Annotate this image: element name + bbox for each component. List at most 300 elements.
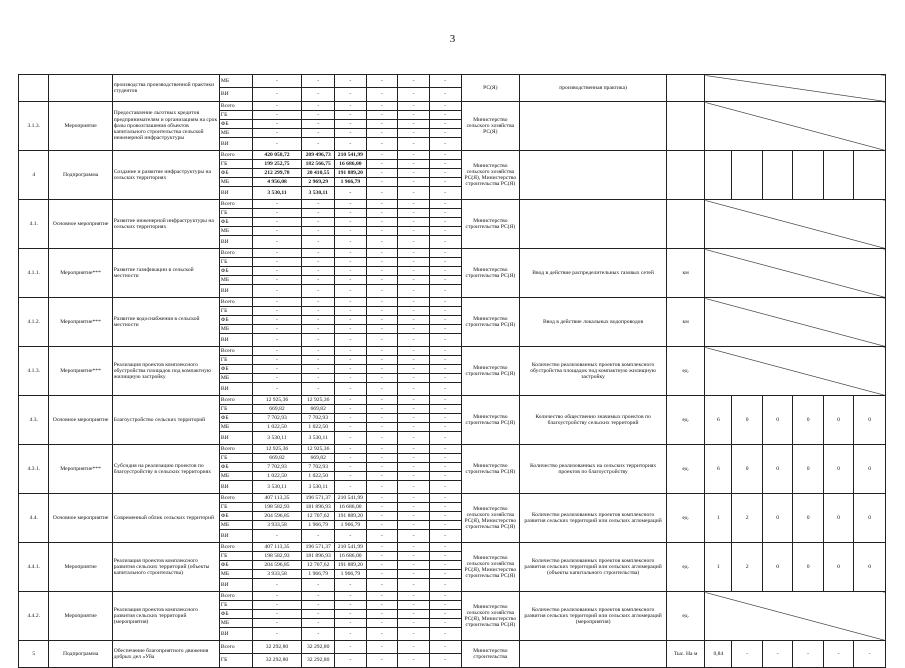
item-number: 4 <box>19 151 49 200</box>
funding-source: ВИ <box>219 236 252 249</box>
funding-value: - <box>429 200 461 209</box>
item-type: Мероприятие <box>49 592 112 641</box>
funding-value: - <box>366 543 398 552</box>
item-name: Благоустройство сельских территорий <box>112 396 219 445</box>
funding-value: - <box>302 120 335 129</box>
funding-value: 669,82 <box>252 454 302 463</box>
funding-value: - <box>429 209 461 218</box>
item-number <box>19 75 49 102</box>
funding-source: ГБ <box>219 356 252 365</box>
funding-value: - <box>366 641 398 654</box>
funding-source: ФБ <box>219 267 252 276</box>
indicator-value: 0 <box>762 543 792 592</box>
funding-value: - <box>366 432 398 445</box>
funding-value: 1 966,79 <box>335 570 367 579</box>
funding-value: - <box>366 472 398 481</box>
executor: Министерство сельского хозяйства РС(Я), Министерство строительства РС(Я) <box>461 592 520 641</box>
executor: Министерство сельского хозяйства РС(Я) <box>461 102 520 151</box>
funding-value: - <box>366 405 398 414</box>
funding-value: 210 541,99 <box>335 543 367 552</box>
funding-value: - <box>429 592 461 601</box>
table-row <box>19 298 886 307</box>
table-row <box>19 249 886 258</box>
funding-value: - <box>366 570 398 579</box>
funding-value: - <box>429 151 461 160</box>
funding-source: ГБ <box>219 209 252 218</box>
funding-value: - <box>252 307 302 316</box>
funding-value: - <box>366 654 398 668</box>
funding-value: - <box>302 258 335 267</box>
funding-value: - <box>366 512 398 521</box>
funding-source: Всего <box>219 494 252 503</box>
funding-value: 191 889,20 <box>335 512 367 521</box>
item-name: Обеспечение благоприятного движения добрых дел «Уйа <box>112 641 219 668</box>
funding-value: - <box>302 579 335 592</box>
funding-source: ВИ <box>219 579 252 592</box>
funding-value: - <box>429 102 461 111</box>
item-name: Развитие газификации в сельской местности <box>112 249 219 298</box>
funding-value: - <box>398 383 430 396</box>
funding-value: 2 969,29 <box>302 178 335 187</box>
funding-value: - <box>429 405 461 414</box>
funding-value: 16 686,00 <box>335 503 367 512</box>
funding-value: - <box>429 365 461 374</box>
funding-value: - <box>335 530 367 543</box>
funding-source: МБ <box>219 325 252 334</box>
funding-value: - <box>302 138 335 151</box>
funding-source: ГБ <box>219 601 252 610</box>
indicator-values-empty <box>705 249 886 298</box>
item-number: 4.3. <box>19 396 49 445</box>
funding-value: - <box>398 503 430 512</box>
funding-value: 16 686,00 <box>335 160 367 169</box>
funding-source: Всего <box>219 396 252 405</box>
funding-value: - <box>302 200 335 209</box>
funding-value: - <box>366 75 398 88</box>
funding-value: - <box>302 227 335 236</box>
funding-value: - <box>252 129 302 138</box>
funding-value: - <box>429 356 461 365</box>
item-number: 4.1. <box>19 200 49 249</box>
funding-value: - <box>429 654 461 668</box>
funding-value: - <box>429 120 461 129</box>
funding-value: - <box>335 120 367 129</box>
executor: Министерство строительства <box>461 641 520 668</box>
indicator-value <box>793 151 823 200</box>
funding-value: - <box>335 579 367 592</box>
funding-value: - <box>335 414 367 423</box>
funding-value: - <box>366 494 398 503</box>
funding-value: - <box>398 276 430 285</box>
funding-value: - <box>252 218 302 227</box>
funding-value: - <box>429 227 461 236</box>
funding-value: - <box>429 129 461 138</box>
funding-value: - <box>366 347 398 356</box>
indicator-unit <box>666 102 704 151</box>
indicator-name: Количество реализованных проектов комплексного обустройства площадок под компактную жилищную застройку <box>520 347 667 396</box>
indicator-name: Количество реализованных на сельских территориях проектов по благоустройству <box>520 445 667 494</box>
funding-value: - <box>302 249 335 258</box>
funding-value: 1 022,50 <box>252 423 302 432</box>
funding-value: - <box>398 75 430 88</box>
funding-value: - <box>398 102 430 111</box>
funding-value: - <box>398 218 430 227</box>
funding-value: - <box>302 347 335 356</box>
funding-value: - <box>366 610 398 619</box>
funding-value: 12 925,36 <box>302 396 335 405</box>
indicator-value: 0 <box>854 445 886 494</box>
funding-value: - <box>366 276 398 285</box>
funding-value: - <box>252 316 302 325</box>
funding-source: ВИ <box>219 628 252 641</box>
indicator-unit: Тыс. Ha м <box>666 641 704 668</box>
funding-value: - <box>398 445 430 454</box>
funding-source: МБ <box>219 129 252 138</box>
table-row <box>19 396 886 405</box>
funding-value: 3 530,11 <box>302 187 335 200</box>
funding-value: - <box>302 111 335 120</box>
funding-source: ВИ <box>219 481 252 494</box>
funding-value: - <box>335 298 367 307</box>
indicator-unit <box>666 151 704 200</box>
funding-value: - <box>366 628 398 641</box>
item-name: Реализация проектов комплексного развития сельских территорий (мероприятия) <box>112 592 219 641</box>
funding-value: - <box>429 258 461 267</box>
item-type: Мероприятие <box>49 543 112 592</box>
funding-value: - <box>398 129 430 138</box>
indicator-value: 0 <box>793 445 823 494</box>
funding-value: - <box>252 120 302 129</box>
funding-value: - <box>429 628 461 641</box>
funding-value: - <box>252 356 302 365</box>
indicator-value: 0 <box>793 396 823 445</box>
funding-value: - <box>335 334 367 347</box>
funding-value: - <box>252 579 302 592</box>
funding-value: 12 707,62 <box>302 561 335 570</box>
funding-value: - <box>335 619 367 628</box>
funding-value: - <box>335 258 367 267</box>
indicator-value: 0 <box>823 396 853 445</box>
funding-value: - <box>429 619 461 628</box>
indicator-value: 6 <box>705 396 732 445</box>
funding-value: - <box>429 610 461 619</box>
funding-value: - <box>429 454 461 463</box>
funding-value: - <box>366 285 398 298</box>
funding-value: - <box>252 325 302 334</box>
table-row <box>19 151 886 160</box>
indicator-unit: ед. <box>666 543 704 592</box>
item-type <box>49 75 112 102</box>
executor: Министерство строительства РС(Я) <box>461 298 520 347</box>
funding-value: - <box>429 570 461 579</box>
funding-value: - <box>335 472 367 481</box>
executor: Министерство сельского хозяйства РС(Я), Министерство строительства РС(Я) <box>461 494 520 543</box>
indicator-name <box>520 151 667 200</box>
indicator-value: 2 <box>732 543 762 592</box>
table-row <box>19 200 886 209</box>
funding-value: 1 022,50 <box>252 472 302 481</box>
funding-value: - <box>335 138 367 151</box>
funding-value: - <box>302 592 335 601</box>
funding-source: ВИ <box>219 530 252 543</box>
table-row <box>19 494 886 503</box>
executor: Министерство строительства РС(Я) <box>461 396 520 445</box>
funding-source: ВИ <box>219 138 252 151</box>
item-type: Основное мероприятие <box>49 200 112 249</box>
funding-value: - <box>398 481 430 494</box>
funding-value: - <box>252 249 302 258</box>
funding-value: - <box>252 628 302 641</box>
funding-value: - <box>398 298 430 307</box>
funding-value: - <box>429 218 461 227</box>
funding-value: - <box>429 512 461 521</box>
indicator-values-empty <box>705 102 886 151</box>
funding-source: Всего <box>219 102 252 111</box>
funding-value: - <box>429 374 461 383</box>
funding-value: - <box>252 111 302 120</box>
funding-value: - <box>335 601 367 610</box>
funding-value: - <box>252 138 302 151</box>
funding-source: ФБ <box>219 610 252 619</box>
indicator-value: 0 <box>793 494 823 543</box>
funding-value: - <box>398 160 430 169</box>
funding-value: - <box>398 414 430 423</box>
funding-value: - <box>366 138 398 151</box>
funding-value: 1 966,79 <box>335 178 367 187</box>
funding-value: - <box>429 423 461 432</box>
indicator-unit: км <box>666 298 704 347</box>
funding-source: ГБ <box>219 258 252 267</box>
funding-value: - <box>429 463 461 472</box>
funding-value: - <box>429 601 461 610</box>
executor: Министерство строительства РС(Я) <box>461 249 520 298</box>
funding-value: - <box>252 227 302 236</box>
funding-value: 12 925,36 <box>252 445 302 454</box>
funding-value: - <box>366 561 398 570</box>
funding-value: - <box>302 619 335 628</box>
funding-value: - <box>335 218 367 227</box>
funding-value: - <box>366 209 398 218</box>
funding-value: - <box>335 481 367 494</box>
funding-value: - <box>252 383 302 396</box>
funding-value: - <box>398 347 430 356</box>
funding-value: - <box>335 129 367 138</box>
item-type: Мероприятие*** <box>49 298 112 347</box>
indicator-name: Количество реализованных проектов комплексного развития сельских территорий или сельских агломераций <box>520 494 667 543</box>
funding-value: - <box>429 521 461 530</box>
funding-value: - <box>398 619 430 628</box>
funding-value: - <box>398 236 430 249</box>
funding-value: - <box>302 530 335 543</box>
executor: Министерство сельского хозяйства РС(Я), Министерство строительства РС(Я) <box>461 543 520 592</box>
funding-value: - <box>302 267 335 276</box>
funding-value: - <box>429 641 461 654</box>
funding-value: - <box>335 405 367 414</box>
item-number: 4.1.1. <box>19 249 49 298</box>
funding-value: - <box>398 396 430 405</box>
funding-value: - <box>398 641 430 654</box>
funding-value: - <box>366 454 398 463</box>
indicator-value: 6 <box>705 445 732 494</box>
funding-value: - <box>335 267 367 276</box>
funding-source: ГБ <box>219 307 252 316</box>
funding-value: - <box>398 267 430 276</box>
item-name: Субсидия на реализацию проектов по благоустройству в сельских территориях <box>112 445 219 494</box>
funding-value: - <box>335 285 367 298</box>
funding-value: - <box>302 316 335 325</box>
funding-source: МБ <box>219 374 252 383</box>
funding-value: - <box>252 200 302 209</box>
item-name: Современный облик сельских территорий <box>112 494 219 543</box>
funding-value: - <box>429 111 461 120</box>
funding-value: - <box>335 356 367 365</box>
funding-value: 32 292,80 <box>252 654 302 668</box>
funding-value: - <box>302 285 335 298</box>
funding-value: - <box>398 200 430 209</box>
indicator-value: - <box>762 641 792 668</box>
funding-value: - <box>335 374 367 383</box>
item-number: 4.4. <box>19 494 49 543</box>
funding-value: - <box>398 570 430 579</box>
funding-source: ФБ <box>219 512 252 521</box>
funding-value: - <box>429 432 461 445</box>
program-table <box>18 74 886 668</box>
funding-value: - <box>252 592 302 601</box>
funding-value: - <box>429 347 461 356</box>
item-type: Мероприятие*** <box>49 445 112 494</box>
funding-value: - <box>366 365 398 374</box>
funding-value: - <box>398 654 430 668</box>
indicator-value: 0 <box>762 494 792 543</box>
funding-value: - <box>366 316 398 325</box>
funding-value: - <box>335 88 367 102</box>
funding-value: - <box>366 619 398 628</box>
funding-value: - <box>366 481 398 494</box>
funding-value: - <box>252 530 302 543</box>
funding-value: - <box>302 325 335 334</box>
funding-value: - <box>429 334 461 347</box>
funding-source: МБ <box>219 619 252 628</box>
funding-source: Всего <box>219 249 252 258</box>
funding-value: - <box>335 432 367 445</box>
funding-value: 7 702,93 <box>252 414 302 423</box>
item-name: производства производственной практики студентов <box>112 75 219 102</box>
funding-value: 12 925,36 <box>252 396 302 405</box>
funding-value: - <box>335 365 367 374</box>
indicator-value: - <box>793 641 823 668</box>
funding-source: ФБ <box>219 169 252 178</box>
funding-value: 191 889,20 <box>335 169 367 178</box>
funding-value: - <box>398 169 430 178</box>
funding-value: - <box>366 463 398 472</box>
funding-source: Всего <box>219 543 252 552</box>
funding-value: - <box>398 552 430 561</box>
item-number: 5 <box>19 641 49 668</box>
funding-value: - <box>429 494 461 503</box>
funding-value: - <box>398 494 430 503</box>
item-type: Основное мероприятие <box>49 494 112 543</box>
funding-value: - <box>366 151 398 160</box>
funding-value: 16 686,00 <box>335 552 367 561</box>
funding-value: 204 596,85 <box>252 561 302 570</box>
funding-value: - <box>366 236 398 249</box>
funding-value: - <box>335 628 367 641</box>
funding-value: - <box>398 138 430 151</box>
indicator-unit: ед. <box>666 592 704 641</box>
funding-value: - <box>366 374 398 383</box>
funding-source: Всего <box>219 347 252 356</box>
indicator-values-empty <box>705 75 886 102</box>
funding-value: - <box>366 334 398 347</box>
item-number: 4.1.3. <box>19 347 49 396</box>
funding-value: - <box>366 267 398 276</box>
funding-source: МБ <box>219 178 252 187</box>
funding-value: - <box>335 307 367 316</box>
funding-value: - <box>252 236 302 249</box>
executor: Министерство строительства РС(Я) <box>461 445 520 494</box>
funding-value: - <box>252 258 302 267</box>
funding-value: - <box>366 414 398 423</box>
item-number: 4.4.1. <box>19 543 49 592</box>
funding-value: - <box>429 503 461 512</box>
funding-value: - <box>302 236 335 249</box>
funding-value: 212 299,78 <box>252 169 302 178</box>
funding-value: - <box>252 267 302 276</box>
funding-value: - <box>429 543 461 552</box>
funding-value: - <box>429 325 461 334</box>
funding-value: - <box>302 102 335 111</box>
funding-value: - <box>429 472 461 481</box>
indicator-value: 0 <box>762 396 792 445</box>
funding-value: - <box>335 187 367 200</box>
funding-value: - <box>335 641 367 654</box>
funding-value: - <box>398 316 430 325</box>
funding-value: 181 896,93 <box>302 552 335 561</box>
funding-value: - <box>429 396 461 405</box>
indicator-value: 0 <box>732 445 762 494</box>
indicator-unit: ед. <box>666 494 704 543</box>
funding-value: - <box>366 120 398 129</box>
funding-source: ВИ <box>219 285 252 298</box>
executor: Министерство сельского хозяйства РС(Я), Министерство строительства РС(Я) <box>461 151 520 200</box>
funding-value: - <box>366 307 398 316</box>
funding-value: 199 252,75 <box>252 160 302 169</box>
funding-value: - <box>366 258 398 267</box>
table-row <box>19 347 886 356</box>
funding-value: 7 702,93 <box>302 414 335 423</box>
item-name: Развитие инженерной инфраструктуры на сельских территориях <box>112 200 219 249</box>
funding-value: - <box>398 209 430 218</box>
funding-value: - <box>366 227 398 236</box>
funding-value: - <box>398 356 430 365</box>
indicator-name: Количество реализованных проектов комплексного развития сельских территорий или сельских агломераций (объекты капитального строительства) <box>520 543 667 592</box>
funding-value: - <box>366 325 398 334</box>
funding-source: ГБ <box>219 503 252 512</box>
indicator-value <box>854 151 886 200</box>
funding-source: ГБ <box>219 654 252 668</box>
page-number: 3 <box>449 33 456 45</box>
item-type: Мероприятие*** <box>49 249 112 298</box>
funding-value: 20 410,55 <box>302 169 335 178</box>
funding-value: - <box>302 601 335 610</box>
indicator-unit: ед. <box>666 445 704 494</box>
funding-value: - <box>366 383 398 396</box>
funding-source: ФБ <box>219 463 252 472</box>
funding-value: - <box>398 325 430 334</box>
funding-value: - <box>252 102 302 111</box>
funding-source: ФБ <box>219 316 252 325</box>
indicator-unit <box>666 200 704 249</box>
